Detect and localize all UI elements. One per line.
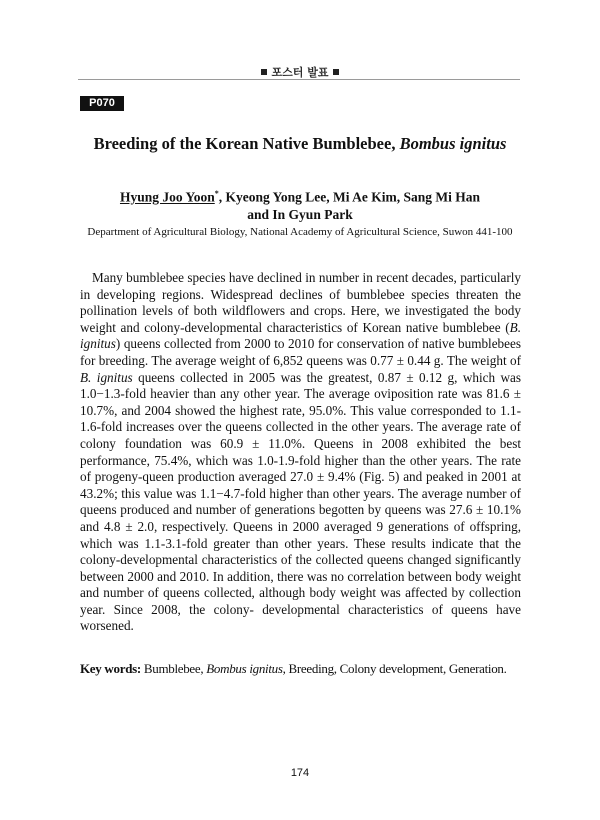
affiliation: Department of Agricultural Biology, National Academy of Agricultural Science, Suwon 441-100 <box>87 226 513 238</box>
keyword-2: Bombus ignitus, <box>206 661 286 676</box>
paper-title <box>60 134 540 154</box>
corresponding-marker: * <box>214 189 219 198</box>
abstract-text-2: ) queens collected from 2000 to 2010 for conservation of native bumblebees for breeding. The average weight of 6,852 queens was 0.77 ± 0.44 g. The weight of <box>80 336 521 368</box>
authors-line-2: and In Gyun Park <box>247 206 353 222</box>
section-header <box>0 64 600 80</box>
keyword-3: Breeding, Colony development, Generation. <box>285 661 507 676</box>
page-number: 174 <box>290 767 310 779</box>
square-bullet-icon <box>333 69 339 75</box>
keyword-1: Bumblebee, <box>140 661 207 676</box>
abstract-text-3: queens collected in 2005 was the greatest, 0.87 ± 0.12 g, which was 1.0−1.3-fold heavier than any other year. The average oviposition rate was 81.6 ± 10.7%, and 2004 showed the highest rate, 95.0%. This value corresponded to 1.1-1.6-fold increases over the queens collected in the other years. The average rate of colony foundation was 60.9 ± 11.0%. Queens in 2008 exhibited the best performance, 75.4%, which was 1.0-1.9-fold higher than the other years. The rate of progeny-queen production averaged 27.0 ± 9.4% (Fig. 5) and peaked in 2001 at 43.2%; this value was 1.1−4.7-fold higher than other years. The average number of queens produced and number of generations begotten by queens was 27.6 ± 10.1% and 4.8 ± 2.0, respectively. Queens in 2000 averaged 9 generations of offspring, which was 1.1-3.1-fold greater than other years. These results indicate that the colony-developmental characteristics of the collected queens changed significantly between 2000 and 2010. In addition, there was no correlation between body weight and number of queens collected, although body weight was affected by collection year. Since 2008, the colony- developmental characteristics of queens have worsened. <box>80 369 521 634</box>
abstract-body <box>80 270 521 635</box>
square-bullet-icon <box>261 69 267 75</box>
authors-line-1: , Kyeong Yong Lee, Mi Ae Kim, Sang Mi Han <box>218 189 481 205</box>
title-species: Bombus ignitus <box>399 134 507 153</box>
abstract-italic-2: B. ignitus <box>80 369 133 385</box>
poster-code-badge: P070 <box>80 96 124 111</box>
abstract-italic-1: B. ignitus <box>80 319 521 352</box>
author-list <box>60 185 540 223</box>
title-main: Breeding of the Korean Native Bumblebee, <box>93 134 400 153</box>
section-label: 포스터 발표 <box>271 66 329 79</box>
keywords <box>80 661 525 677</box>
abstract-text-1: Many bumblebee species have declined in number in recent decades, particularly in developing regions. Widespread declines of bumblebee species threaten the pollination levels of both wildflowers and crops. Here, we investigated the body weight and colony-developmental characteristics of Korean native bumblebee ( <box>80 270 521 335</box>
first-author: Hyung Joo Yoon <box>119 189 215 205</box>
keywords-label: Key words: <box>80 661 141 676</box>
